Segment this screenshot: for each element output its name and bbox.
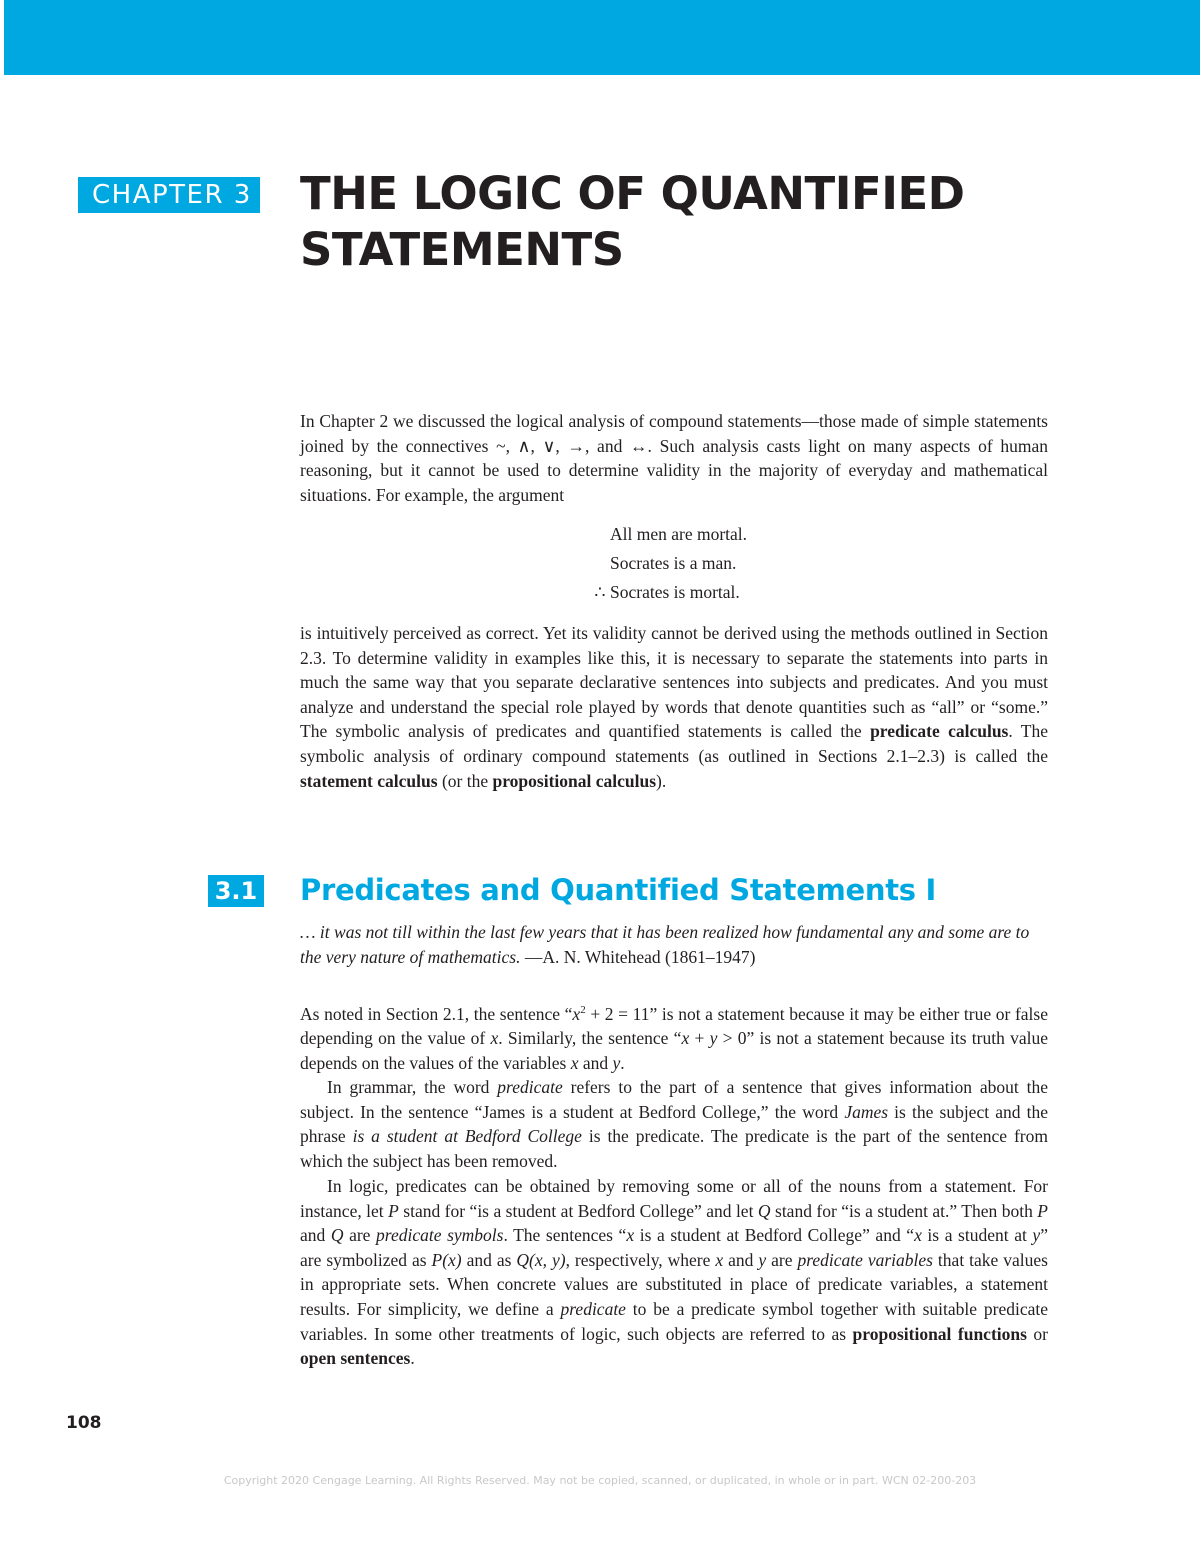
section-title: Predicates and Quantified Statements I [300,873,937,907]
top-color-bar [4,0,1200,75]
body-paragraph-3: In logic, predicates can be obtained by removing some or all of the nouns from a statement. For instance, let P stand for “is a student at Bedford College” and let Q stand for “is a student at.” Then both P and Q are predicate symbols. The sentences “x is a student at Bedford College” and “x is a student at y” are symbolized as P(x) and as Q(x, y), respectively, where x and y are predicate variables that take values in appropriate sets. When concrete values are substituted in place of predicate variables, a statement results. For simplicity, we define a predicate to be a predicate symbol together with suitable predicate variables. In some other treatments of logic, such objects are referred to as propositional functions or open sentences. [300,1176,1048,1369]
epigraph [300,920,1048,970]
syllogism [590,520,747,607]
term-propositional-calculus: propositional calculus [492,770,657,791]
intro-paragraph-2: is intuitively perceived as correct. Yet its validity cannot be derived using the methods outlined in Section 2.3. To determine validity in examples like this, it is necessary to separate the statements into parts in much the same way that you separate declarative sentences into subjects and predicates. And you must analyze and understand the special role played by words that denote quantities such as “all” or “some.” The symbolic analysis of predicates and quantified statements is called the predicate calculus. The symbolic analysis of ordinary compound statements (as outlined in Sections 2.1–2.3) is called the statement calculus (or the propositional calculus). [300,623,1048,791]
copyright-notice: Copyright 2020 Cengage Learning. All Rights Reserved. May not be copied, scanned, or duplicated, in whole or in part. WCN 02-200-203 [223,1474,977,1487]
term-predicate-calculus: predicate calculus [870,721,1009,742]
premise-1: All men are mortal. [610,524,748,544]
section-number: 3.1 [208,875,264,907]
intro-paragraph-1: In Chapter 2 we discussed the logical analysis of compound statements—those made of simple statements joined by the connectives ~, ∧, ∨, →, and ↔. Such analysis casts light on many aspects of human reasoning, but it cannot be used to determine validity in the majority of everyday and mathematical situations. For example, the argument [300,411,1048,505]
epigraph-author: —A. N. Whitehead (1861–1947) [520,947,756,967]
chapter-label: CHAPTER 3 [78,177,260,213]
term-open-sentences: open sentences [300,1348,411,1369]
page-number: 108 [66,1413,102,1433]
therefore-symbol: ∴ [594,582,606,602]
premise-2: Socrates is a man. [610,553,737,573]
conclusion: ∴ Socrates is mortal. [590,578,747,607]
epigraph-text: … it was not till within the last few years that it has been realized how fundamental any and some are to the very nature of mathematics. [300,922,1030,967]
body-paragraph-1: As noted in Section 2.1, the sentence “$x^2 + 2 = 11$” is not a statement because it may be either true or false depending on the value of x. Similarly, the sentence “x + y > 0” is not a statement because its truth value depends on the values of the variables x and y. [300,1003,1048,1074]
term-statement-calculus: statement calculus [300,770,438,791]
body-paragraph-2: In grammar, the word predicate refers to the part of a sentence that gives information about the subject. In the sentence “James is a student at Bedford College,” the word James is the subject and the phrase is a student at Bedford College is the predicate. The predicate is the part of the sentence from which the subject has been removed. [300,1077,1048,1171]
term-propositional-functions: propositional functions [852,1323,1027,1344]
chapter-title: THE LOGIC OF QUANTIFIED STATEMENTS [300,167,965,276]
